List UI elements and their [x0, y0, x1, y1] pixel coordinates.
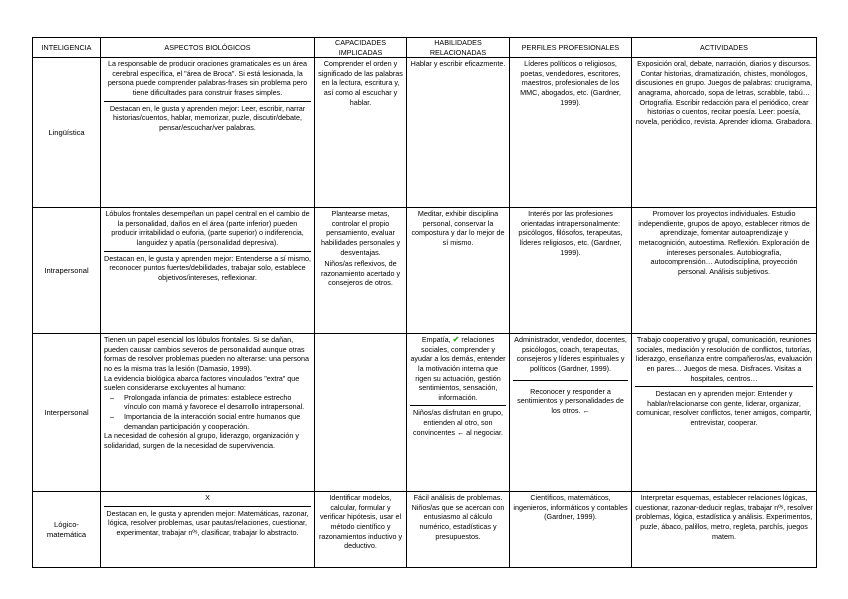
row-name: Interpersonal [33, 334, 101, 492]
bio-destacan: Destacan en, le gusta y aprenden mejor: Matemáticas, razonar, lógica, resolver problemas, usar pautas/relaciones, cuestionar, experimentar, trabajar nºˢ, clasificar, trabajar lo abstracto. [104, 506, 311, 538]
actividades-cell [632, 334, 817, 492]
perfiles-cell: Líderes políticos o religiosos, poetas, vendedores, escritores, maestros, profesionales de los MMC, abogados, etc. (Gardner, 1999). [510, 58, 632, 208]
header-inteligencia: INTELIGENCIA [33, 38, 101, 58]
habilidades-main: relaciones sociales, comprender y ayudar a los demás, entender la motivación interna que rigen su actuación, gestión sentimientos, sensación, información. [410, 335, 506, 402]
capacidades-cell: Identificar modelos, calcular, formular y verificar hipótesis, usar el método científico y razonamientos inductivo y deductivo. [315, 492, 407, 568]
bio-text: La responsable de producir oraciones gramaticales es un área cerebral específica, el "área de Broca". Si está lesionada, la persona puede comprender palabras-frases sin problema pero tiene dificultades para construir frases simples. [107, 59, 308, 97]
capacidades-cell [315, 334, 407, 492]
header-perfiles: PERFILES PROFESIONALES [510, 38, 632, 58]
header-aspectos-biologicos: ASPECTOS BIOLÓGICOS [101, 38, 315, 58]
habilidades-cell: Hablar y escribir eficazmente. [407, 58, 510, 208]
header-actividades: ACTIVIDADES [632, 38, 817, 58]
capacidades-text: Plantearse metas, controlar el propio pensamiento, evaluar habilidades personales y desventajas. [320, 209, 401, 257]
header-row [33, 38, 817, 58]
row-name: Intrapersonal [33, 208, 101, 334]
list-item: – Importancia de la interacción social entre humanos que demandan participación y cooperación. [104, 412, 311, 431]
habilidades-text-2: Niños/as disfrutan en grupo, entienden al otro, son convincentes ← al negociar. [410, 405, 506, 437]
actividades-text: Trabajo cooperativo y grupal, comunicación, reuniones sociales, mediación y resolución de conflictos, tutorías, liderazgo, enseñanza entre compañeros/as, evaluación en pares… Juegos de mesa. Disfraces. Visitas a hospitales, centros… [635, 335, 813, 383]
actividades-destacan: Destacan en y aprenden mejor: Entender y hablar/relacionarse con gente, liderar, organizar, comunicar, resolver conflictos, tener amigos, compartir, entrevistar, cooperar. [635, 386, 813, 427]
habilidades-cell [407, 334, 510, 492]
check-icon: ✔ [452, 335, 460, 345]
habilidades-cell: Fácil análisis de problemas. Niños/as que se acercan con entusiasmo al cálculo numérico, estadísticas y presupuestos. [407, 492, 510, 568]
perfiles-cell [510, 334, 632, 492]
row-name: Lógico-matemática [33, 492, 101, 568]
header-habilidades: HABILIDADES RELACIONADAS [407, 38, 510, 58]
bio-cell [101, 208, 315, 334]
perfiles-text: Administrador, vendedor, docentes, psicólogos, coach, terapeutas, consejeros y líderes espirituales y políticos (Gardner, 1999). [514, 335, 627, 373]
bio-list [104, 393, 311, 431]
bio-cell [101, 492, 315, 568]
table-row-linguistica [33, 58, 817, 208]
bio-text-1: Tienen un papel esencial los lóbulos frontales. Si se dañan, pueden causar cambios severos de personalidad aunque otras formas de resolver problemas pueden no alterarse: una persona no es la misma tras la lesión (Damasio, 1999). [104, 335, 309, 373]
habilidades-pre: Empatía, [421, 335, 451, 345]
bio-text-3: La necesidad de cohesión al grupo, liderazgo, organización y solidaridad, surgen de la necesidad de supervivencia. [104, 431, 299, 450]
perfiles-cell: Interés por las profesiones orientadas intrapersonalmente: psicólogos, filósofos, terapeutas, líderes religiosos, etc. (Gardner, 1999). [510, 208, 632, 334]
perfiles-cell: Científicos, matemáticos, ingenieros, informáticos y contables (Gardner, 1999). [510, 492, 632, 568]
header-capacidades: CAPACIDADES IMPLICADAS [315, 38, 407, 58]
document-page [32, 37, 816, 568]
capacidades-cell: Comprender el orden y significado de las palabras en la lectura, escritura y, así como al escuchar y hablar. [315, 58, 407, 208]
perfiles-text-2: Reconocer y responder a sentimientos y personalidades de los otros. ← [513, 380, 628, 416]
bio-cell [101, 58, 315, 208]
actividades-cell: Exposición oral, debate, narración, diarios y discursos. Contar historias, dramatización, chistes, monólogos, discusiones en grupo. Juegos de palabras: crucigrama, anagrama, ahorcado, sopa de letras, scrabble, tabú… Ortografía. Escribir redacción para el periódico, crear historias o cuentos, recitar poesía. Leer: poesía, novela, periódico, revista. Aprender idioma. Grabadora. [632, 58, 817, 208]
capacidades-cell [315, 208, 407, 334]
list-item: – Prolongada infancia de primates: establece estrecho vínculo con mamá y favorece el desarrollo intrapersonal. [104, 393, 311, 412]
bio-text-2: La evidencia biológica abarca factores vinculados "extra" que suelen considerarse excluyentes al humano: [104, 373, 300, 393]
table-row-logico-matematica [33, 492, 817, 568]
bio-cell [101, 334, 315, 492]
capacidades-text-2: Niños/as reflexivos, de razonamiento acertado y consejeros de otros. [320, 259, 401, 288]
habilidades-cell: Meditar, exhibir disciplina personal, conservar la compostura y dar lo mejor de sí mismo. [407, 208, 510, 334]
habilidades-text [410, 335, 506, 402]
intelligences-table [32, 37, 817, 568]
bio-destacan: Destacan en, le gusta y aprenden mejor: Entenderse a sí mismo, reconocer puntos fuertes/debilidades, trabajar solo, establece objetivos/intereses, reflexionar. [104, 251, 311, 283]
table-row-interpersonal [33, 334, 817, 492]
row-name: Lingüística [33, 58, 101, 208]
bio-x: X [205, 493, 210, 503]
actividades-cell: Promover los proyectos individuales. Estudio independiente, grupos de apoyo, establecer ritmos de aprendizaje, fomentar autoaprendizaje y metacognición, autoestima. Reflexión. Exploración de intereses personales. Autobiografía, autocomprensión… Autodisciplina, proyección personal. Análisis subjetivos. [632, 208, 817, 334]
table-row-intrapersonal [33, 208, 817, 334]
actividades-cell: Interpretar esquemas, establecer relaciones lógicas, cuestionar, razonar-deducir reglas, trabajar nºˢ, resolver problemas, lógica, estadística y análisis. Experimentos, puzle, ábaco, palillos, metro, regleta, parchís, juegos matem. [632, 492, 817, 568]
bio-destacan: Destacan en, le gusta y aprenden mejor: Leer, escribir, narrar historias/cuentos, hablar, memorizar, puzle, discutir/debate, pensar/escuchar/ver palabras. [104, 101, 311, 133]
bio-text: Lóbulos frontales desempeñan un papel central en el cambio de la personalidad, daños en el área (parte inferior) pueden producir irritabilidad o euforia, (parte superior) o indiferencia, languidez y apatía (personalidad depresiva). [105, 209, 310, 247]
